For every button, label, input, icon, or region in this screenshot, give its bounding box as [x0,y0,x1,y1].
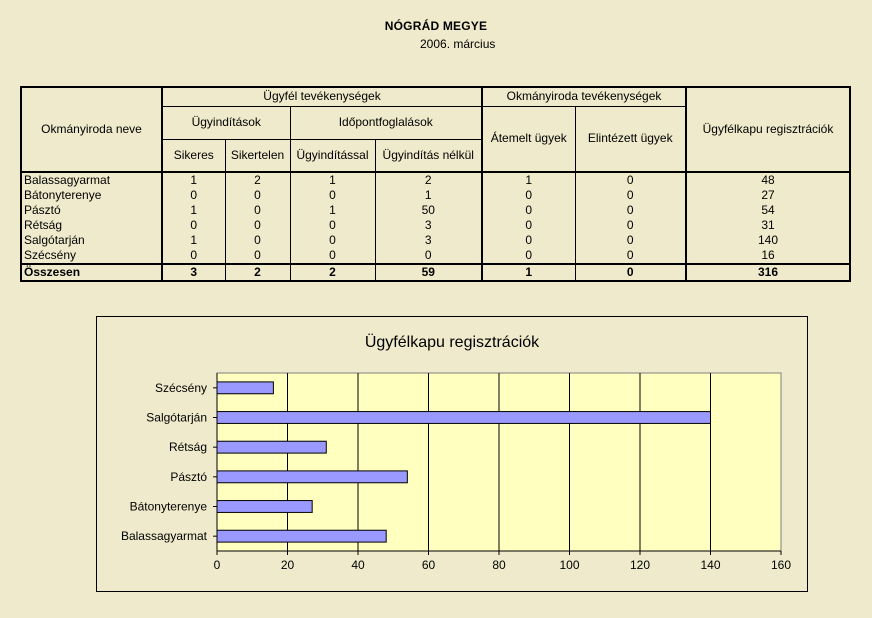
with-initiation-cell: 1 [290,172,375,188]
office-name-cell: Pásztó [21,203,162,218]
without-initiation-total: 59 [375,264,482,281]
chart-title: Ügyfélkapu regisztrációk [364,334,540,351]
bar-szécsény [217,382,273,394]
success-cell: 0 [162,248,225,264]
total-row [21,264,850,281]
bar-pásztó [217,471,407,483]
completed-cell: 0 [575,233,686,248]
fail-cell: 0 [225,188,290,203]
success-cell: 0 [162,188,225,203]
completed-cell: 0 [575,203,686,218]
office-name-cell: Rétság [21,218,162,233]
portal-cell: 27 [686,188,850,203]
with-initiation-cell: 1 [290,203,375,218]
bar-salgótarján [217,412,711,424]
office-name-cell: Balassagyarmat [21,172,162,188]
table-row [21,248,850,264]
fail-cell: 0 [225,248,290,264]
transferred-header: Átemelt ügyek [482,106,575,172]
completed-header: Elintézett ügyek [575,106,686,172]
without-initiation-cell: 0 [375,248,482,264]
y-tick-label: Rétság [168,440,207,455]
y-tick-label: Bátonyterenye [129,499,207,514]
fail-cell: 0 [225,233,290,248]
portal-cell: 54 [686,203,850,218]
completed-cell: 0 [575,218,686,233]
with-initiation-cell: 0 [290,233,375,248]
x-tick-label: 60 [421,558,436,572]
completed-cell: 0 [575,172,686,188]
portal-registrations-header: Ügyfélkapu regisztrációk [686,87,850,172]
without-initiation-cell: 50 [375,203,482,218]
completed-cell: 0 [575,188,686,203]
success-cell: 1 [162,233,225,248]
bar-bátonyterenye [217,501,312,513]
office-name-cell: Szécsény [21,248,162,264]
with-initiation-header: Ügyindítással [290,139,375,172]
success-cell: 1 [162,172,225,188]
table-row [21,188,850,203]
chart-canvas [97,317,807,591]
y-tick-label: Pásztó [170,469,207,484]
success-cell: 0 [162,218,225,233]
office-name-cell: Bátonyterenye [21,188,162,203]
office-name-cell: Salgótarján [21,233,162,248]
completed-total: 0 [575,264,686,281]
table-row [21,203,850,218]
x-tick-label: 80 [492,558,506,572]
y-tick-label: Balassagyarmat [120,529,207,544]
portal-cell: 31 [686,218,850,233]
with-initiation-total: 2 [290,264,375,281]
success-cell: 1 [162,203,225,218]
office-name-header: Okmányiroda neve [21,87,162,172]
bar-chart [96,316,808,592]
page-subtitle: 2006. március [420,37,496,51]
portal-total: 316 [686,264,850,281]
client-activities-header: Ügyfél tevékenységek [162,87,482,106]
without-initiation-header: Ügyindítás nélkül [375,139,482,172]
page-title: NÓGRÁD MEGYE [384,19,488,33]
without-initiation-cell: 3 [375,218,482,233]
registration-table [20,86,851,282]
portal-cell: 140 [686,233,850,248]
transferred-cell: 0 [482,188,575,203]
without-initiation-cell: 3 [375,233,482,248]
with-initiation-cell: 0 [290,188,375,203]
table-row [21,172,850,188]
x-tick-label: 20 [280,558,295,572]
fail-cell: 2 [225,172,290,188]
table-row [21,233,850,248]
fail-total: 2 [225,264,290,281]
with-initiation-cell: 0 [290,218,375,233]
portal-cell: 48 [686,172,850,188]
y-tick-label: Salgótarján [146,410,207,425]
fail-header: Sikertelen [225,139,290,172]
appointments-subheader: Időpontfoglalások [290,106,482,139]
success-header: Sikeres [162,139,225,172]
total-label: Összesen [21,264,162,281]
portal-cell: 16 [686,248,850,264]
x-tick-label: 160 [770,558,792,572]
completed-cell: 0 [575,248,686,264]
transferred-cell: 1 [482,172,575,188]
fail-cell: 0 [225,218,290,233]
with-initiation-cell: 0 [290,248,375,264]
without-initiation-cell: 2 [375,172,482,188]
office-activities-header: Okmányiroda tevékenységek [482,87,686,106]
x-tick-label: 40 [351,558,365,572]
transferred-total: 1 [482,264,575,281]
bar-rétság [217,441,326,453]
transferred-cell: 0 [482,248,575,264]
transferred-cell: 0 [482,233,575,248]
x-tick-label: 120 [629,558,651,572]
success-total: 3 [162,264,225,281]
x-tick-label: 100 [559,558,580,572]
transferred-cell: 0 [482,218,575,233]
x-tick-label: 140 [700,558,721,572]
without-initiation-cell: 1 [375,188,482,203]
bar-balassagyarmat [217,530,386,542]
table-row [21,218,850,233]
transferred-cell: 0 [482,203,575,218]
fail-cell: 0 [225,203,290,218]
x-tick-label: 0 [213,558,221,572]
initiations-subheader: Ügyindítások [162,106,290,139]
y-tick-label: Szécsény [154,380,207,395]
